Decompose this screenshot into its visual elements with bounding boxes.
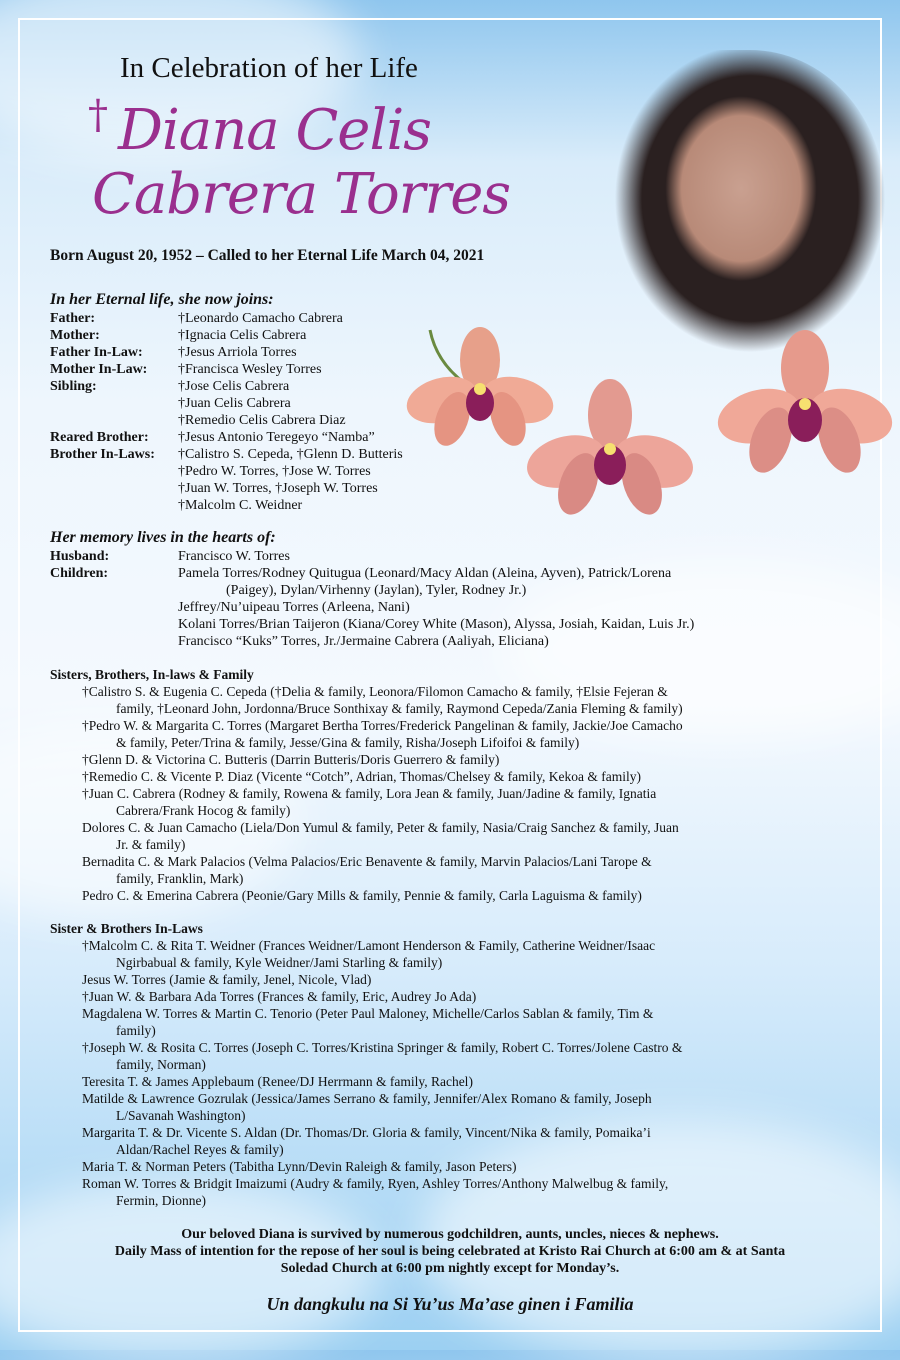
inlaw-line: Maria T. & Norman Peters (Tabitha Lynn/Devin Raleigh & family, Jason Peters) xyxy=(82,1159,517,1174)
sibling-line: family, Franklin, Mark) xyxy=(116,871,244,886)
sibling-line: Jr. & family) xyxy=(116,837,186,852)
inlaw-line: Ngirbabual & family, Kyle Weidner/Jami Starling & family) xyxy=(116,955,443,970)
eternal-label: Reared Brother: xyxy=(50,430,149,445)
eternal-heading: In her Eternal life, she now joins: xyxy=(50,291,274,308)
closing-line: Un dangkulu na Si Yu’us Ma’ase ginen i Familia xyxy=(266,1294,634,1314)
children-label: Children: xyxy=(50,566,109,581)
mass-note-line-1: Daily Mass of intention for the repose of her soul is being celebrated at Kristo Rai Church at 6:00 am & at Santa xyxy=(114,1244,786,1259)
eternal-value: †Remedio Celis Cabrera Diaz xyxy=(178,413,346,428)
sibling-line: family, †Leonard John, Jordonna/Bruce Sonthixay & family, Raymond Cepeda/Zania Fleming & family) xyxy=(116,701,683,716)
eternal-value: †Jesus Antonio Teregeyo “Namba” xyxy=(178,430,375,445)
eternal-value: †Jesus Arriola Torres xyxy=(178,345,297,360)
inlaw-line: family, Norman) xyxy=(116,1057,206,1072)
eternal-label: Mother: xyxy=(50,328,100,343)
survived-note: Our beloved Diana is survived by numerous godchildren, aunts, uncles, nieces & nephews. xyxy=(181,1227,719,1242)
eternal-value: †Juan Celis Cabrera xyxy=(178,396,291,411)
inlaw-line: family) xyxy=(116,1023,156,1038)
sibling-line: Cabrera/Frank Hocog & family) xyxy=(116,803,291,818)
siblings-heading: Sisters, Brothers, In-laws & Family xyxy=(50,667,254,682)
inlaw-line: Roman W. Torres & Bridgit Imaizumi (Audry & family, Ryen, Ashley Torres/Anthony Malwelbug & family, xyxy=(82,1176,669,1191)
inlaw-line: Matilde & Lawrence Gozrulak (Jessica/James Serrano & family, Jennifer/Alex Romano & family, Joseph xyxy=(82,1091,652,1106)
sibling-line: †Calistro S. & Eugenia C. Cepeda (†Delia & family, Leonora/Filomon Camacho & family, †Elsie Fejeran & xyxy=(82,684,668,699)
sibling-line: †Remedio C. & Vicente P. Diaz (Vicente “Cotch”, Adrian, Thomas/Chelsey & family, Kekoa & family) xyxy=(82,769,641,784)
eternal-value: †Jose Celis Cabrera xyxy=(178,379,290,394)
inlaw-line: L/Savanah Washington) xyxy=(116,1108,246,1123)
memory-heading: Her memory lives in the hearts of: xyxy=(50,529,276,546)
children-line: Francisco “Kuks” Torres, Jr./Jermaine Cabrera (Aaliyah, Eliciana) xyxy=(178,634,549,649)
sibling-line: Pedro C. & Emerina Cabrera (Peonie/Gary Mills & family, Pennie & family, Carla Laguisma & family) xyxy=(82,888,642,903)
eternal-label: Brother In-Laws: xyxy=(50,447,155,462)
sibling-line: †Juan C. Cabrera (Rodney & family, Rowena & family, Lora Jean & family, Juan/Jadine & family, Ignatia xyxy=(82,786,657,801)
eternal-label: Sibling: xyxy=(50,379,97,394)
sibling-line: †Glenn D. & Victorina C. Butteris (Darrin Butteris/Doris Guerrero & family) xyxy=(82,752,500,767)
inlaw-line: Aldan/Rachel Reyes & family) xyxy=(116,1142,284,1157)
name-line-1: Diana Celis xyxy=(118,98,431,163)
children-line: (Paigey), Dylan/Virhenny (Jaylan), Tyler, Rodney Jr.) xyxy=(226,583,527,598)
orchid-flower xyxy=(405,315,895,560)
sibling-line: Dolores C. & Juan Camacho (Liela/Don Yumul & family, Peter & family, Nasia/Craig Sanchez & family, Juan xyxy=(82,820,679,835)
inlaw-line: †Joseph W. & Rosita C. Torres (Joseph C. Torres/Kristina Springer & family, Robert C. Torres/Jolene Castro & xyxy=(82,1040,683,1055)
sibling-line: Bernadita C. & Mark Palacios (Velma Palacios/Eric Benavente & family, Marvin Palacios/Lani Tarope & xyxy=(82,854,652,869)
husband-value: Francisco W. Torres xyxy=(178,549,290,564)
inlaw-line: Margarita T. & Dr. Vicente S. Aldan (Dr. Thomas/Dr. Gloria & family, Vincent/Nika & family, Pomaika’i xyxy=(82,1125,651,1140)
sibling-line: & family, Peter/Trina & family, Jesse/Gina & family, Risha/Joseph Lifoifoi & family) xyxy=(116,735,580,750)
husband-label: Husband: xyxy=(50,549,110,564)
eternal-label: Father In-Law: xyxy=(50,345,143,360)
sibling-line: †Pedro W. & Margarita C. Torres (Margaret Bertha Torres/Frederick Pangelinan & family, Jackie/Joe Camacho xyxy=(82,718,683,733)
eternal-value: †Juan W. Torres, †Joseph W. Torres xyxy=(178,481,378,496)
eternal-value: †Malcolm C. Weidner xyxy=(178,498,303,513)
inlaw-line: Jesus W. Torres (Jamie & family, Jenel, Nicole, Vlad) xyxy=(82,972,372,987)
inlaw-line: †Juan W. & Barbara Ada Torres (Frances & family, Eric, Audrey Jo Ada) xyxy=(82,989,477,1004)
eternal-value: †Calistro S. Cepeda, †Glenn D. Butteris xyxy=(178,447,403,462)
eternal-label: Mother In-Law: xyxy=(50,362,148,377)
mass-note-line-2: Soledad Church at 6:00 pm nightly except for Monday’s. xyxy=(280,1261,620,1276)
inlaw-line: Fermin, Dionne) xyxy=(116,1193,206,1208)
children-line: Kolani Torres/Brian Taijeron (Kiana/Corey White (Mason), Alyssa, Josiah, Kaidan, Luis Jr.) xyxy=(178,617,695,632)
inlaw-line: Magdalena W. Torres & Martin C. Tenorio (Peter Paul Maloney, Michelle/Carlos Sablan & family, Tim & xyxy=(82,1006,654,1021)
cross-icon: † xyxy=(88,92,108,138)
eternal-label: Father: xyxy=(50,311,96,326)
celebration-heading: In Celebration of her Life xyxy=(120,52,418,84)
eternal-value: †Francisca Wesley Torres xyxy=(178,362,322,377)
eternal-value: †Ignacia Celis Cabrera xyxy=(178,328,307,343)
inlaw-line: †Malcolm C. & Rita T. Weidner (Frances Weidner/Lamont Henderson & Family, Catherine Weidner/Isaac xyxy=(82,938,656,953)
children-line: Pamela Torres/Rodney Quitugua (Leonard/Macy Aldan (Aleina, Ayven), Patrick/Lorena xyxy=(178,566,672,581)
eternal-value: †Leonardo Camacho Cabrera xyxy=(178,311,343,326)
eternal-value: †Pedro W. Torres, †Jose W. Torres xyxy=(178,464,371,479)
inlaw-line: Teresita T. & James Applebaum (Renee/DJ Herrmann & family, Rachel) xyxy=(82,1074,473,1089)
inlaws-heading: Sister & Brothers In-Laws xyxy=(50,921,203,936)
name-line-2: Cabrera Torres xyxy=(92,162,511,227)
life-dates: Born August 20, 1952 – Called to her Eternal Life March 04, 2021 xyxy=(50,247,485,264)
children-line: Jeffrey/Nu’uipeau Torres (Arleena, Nani) xyxy=(178,600,410,615)
